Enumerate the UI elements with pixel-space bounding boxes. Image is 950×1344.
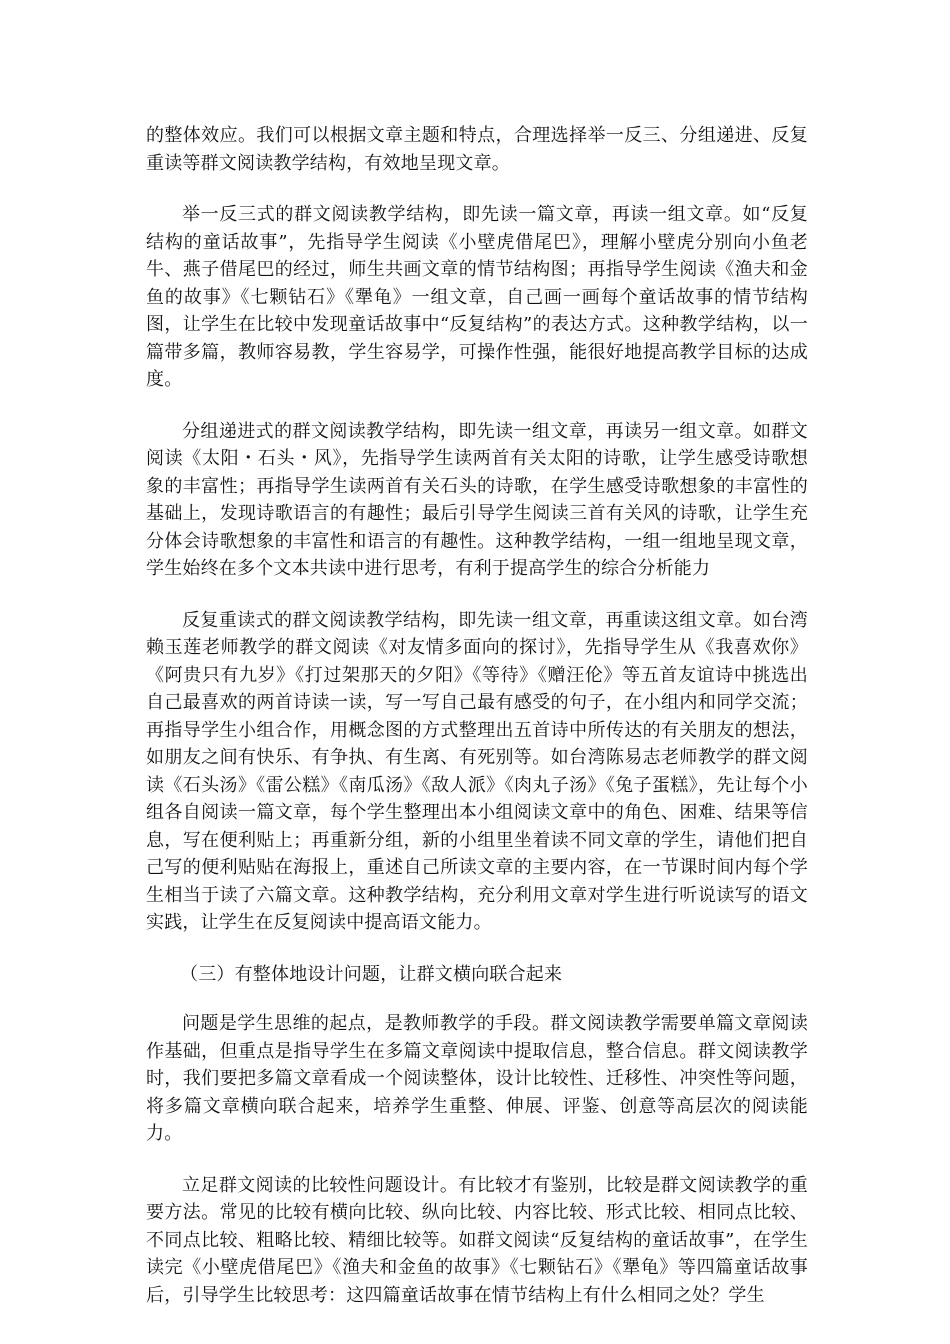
paragraph-continuation: 的整体效应。我们可以根据文章主题和特点，合理选择举一反三、分组递进、反复重读等群文阅读教学结构，有效地呈现文章。	[146, 125, 808, 174]
paragraph-question-design: 问题是学生思维的起点，是教师教学的手段。群文阅读教学需要单篇文章阅读作基础，但重点是指导学生在多篇文章阅读中提取信息，整合信息。群文阅读教学时，我们要把多篇文章看成一个阅读整体，设计比较性、迁移性、冲突性等问题，将多篇文章横向联合起来，培养学生重整、伸展、评鉴、创意等高层次的阅读能力。	[146, 1013, 808, 1144]
paragraph-one-to-many-structure: 举一反三式的群文阅读教学结构，即先读一篇文章，再读一组文章。如“反复结构的童话故事”，先指导学生阅读《小壁虎借尾巴》，理解小壁虎分别向小鱼老牛、燕子借尾巴的经过，师生共画文章的情节结构图；再指导学生阅读《渔夫和金鱼的故事》《七颗钻石》《犟龟》一组文章，自己画一画每个童话故事的情节结构图，让学生在比较中发现童话故事中“反复结构”的表达方式。这种教学结构，以一篇带多篇，教师容易教，学生容易学，可操作性强，能很好地提高教学目标的达成度。	[146, 204, 808, 390]
section-heading: （三）有整体地设计问题，让群文横向联合起来	[180, 963, 563, 985]
paragraph-grouped-progressive-structure: 分组递进式的群文阅读教学结构，即先读一组文章，再读另一组文章。如群文阅读《太阳・石头・风》，先指导学生读两首有关太阳的诗歌，让学生感受诗歌想象的丰富性；再指导学生读两首有关石头的诗歌，在学生感受诗歌想象的丰富性的基础上，发现诗歌语言的有趣性；最后引导学生阅读三首有关风的诗歌，让学生充分体会诗歌想象的丰富性和语言的有趣性。这种教学结构，一组一组地呈现文章，学生始终在多个文本共读中进行思考，有利于提高学生的综合分析能力	[146, 420, 808, 579]
document-page	[146, 122, 808, 1333]
paragraph-comparative-questions: 立足群文阅读的比较性问题设计。有比较才有鉴别，比较是群文阅读教学的重要方法。常见的比较有横向比较、纵向比较、内容比较、形式比较、相同点比较、不同点比较、粗略比较、精细比较等。如群文阅读“反复结构的童话故事”，在学生读完《小壁虎借尾巴》《渔夫和金鱼的故事》《七颗钻石》《犟龟》等四篇童话故事后，引导学生比较思考：这四篇童话故事在情节结构上有什么相同之处？学生	[146, 1174, 808, 1306]
paragraph-repeated-reading-structure: 反复重读式的群文阅读教学结构，即先读一组文章，再重读这组文章。如台湾赖玉莲老师教学的群文阅读《对友情多面向的探讨》，先指导学生从《我喜欢你》《阿贵只有九岁》《打过架那天的夕阳》《等待》《赠汪伦》等五首友谊诗中挑选出自己最喜欢的两首诗读一读，写一写自己最有感受的句子，在小组内和同学交流；再指导学生小组合作，用概念图的方式整理出五首诗中所传达的有关朋友的想法，如朋友之间有快乐、有争执、有生离、有死别等。如台湾陈易志老师教学的群文阅读《石头汤》《雷公糕》《南瓜汤》《敌人派》《肉丸子汤》《兔子蛋糕》，先让每个小组各自阅读一篇文章，每个学生整理出本小组阅读文章中的角色、困难、结果等信息，写在便利贴上；再重新分组，新的小组里坐着读不同文章的学生，请他们把自己写的便利贴贴在海报上，重述自己所读文章的主要内容，在一节课时间内每个学生相当于读了六篇文章。这种教学结构，充分利用文章对学生进行听说读写的语文实践，让学生在反复阅读中提高语文能力。	[146, 609, 808, 933]
